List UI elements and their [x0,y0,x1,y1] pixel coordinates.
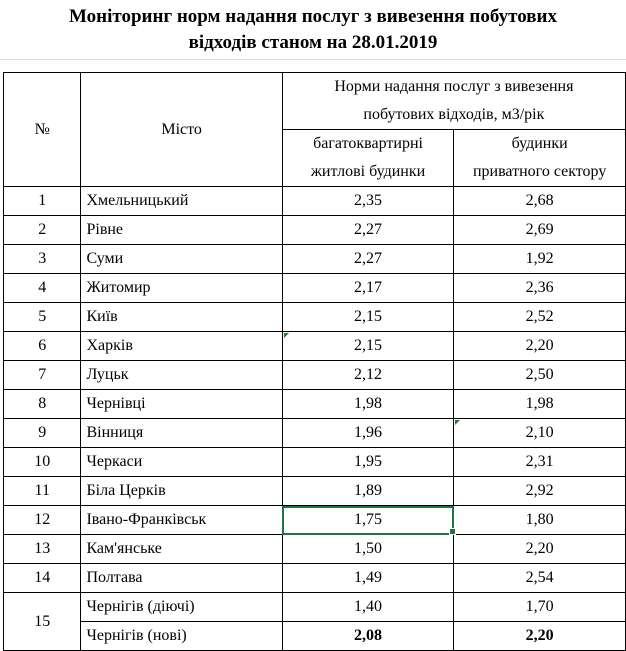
row-value-private[interactable]: 2,68 [454,187,626,216]
row-value-private[interactable]: 2,50 [454,361,626,390]
table-row [4,245,626,274]
header-norms-line2[interactable] [282,101,625,130]
table-row [4,535,626,564]
header-norms-text-1: Норми надання послуг з вивезення [334,78,574,95]
row-city[interactable]: Суми [81,245,282,274]
norms-table [3,72,626,651]
header-city: Місто [161,120,202,138]
row-num[interactable]: 12 [4,506,81,535]
row-city[interactable]: Біла Церків [81,477,282,506]
row-value-private[interactable]: 2,31 [454,448,626,477]
row-num[interactable]: 11 [4,477,81,506]
row-value-private[interactable]: 1,80 [454,506,626,535]
header-col1-line2[interactable] [282,158,454,187]
row-city[interactable]: Житомир [81,274,282,303]
row-value-private[interactable]: 2,54 [454,564,626,593]
row-value-apartments[interactable]: 2,17 [282,274,454,303]
table-row [4,419,626,448]
header-norms-line1[interactable] [282,73,625,102]
row-value-apartments[interactable]: 1,96 [282,419,454,448]
table-row [4,303,626,332]
row-num[interactable]: 2 [4,216,81,245]
header-col1-text-1: багатоквартирні [313,135,423,152]
table-row [4,448,626,477]
header-city-cell[interactable] [81,73,282,187]
row-city[interactable]: Рівне [81,216,282,245]
row-num[interactable]: 8 [4,390,81,419]
table-row [4,622,626,651]
row-city[interactable]: Луцьк [81,361,282,390]
header-col2-line2[interactable] [454,158,626,187]
row-num[interactable]: 3 [4,245,81,274]
sheet-title [0,4,626,56]
header-col1-line1[interactable] [282,130,454,159]
row-value-private[interactable]: 2,20 [454,332,626,361]
header-num-cell[interactable] [4,73,81,187]
row-value-private[interactable]: 2,69 [454,216,626,245]
table-row [4,390,626,419]
row-value-private[interactable]: 2,52 [454,303,626,332]
row-value-private[interactable]: 1,92 [454,245,626,274]
row-value-apartments[interactable]: 1,40 [282,593,454,622]
table-row [4,187,626,216]
row-value-private[interactable]: 1,70 [454,593,626,622]
table-row [4,593,626,622]
row-value-apartments[interactable]: 2,15 [282,332,454,361]
row-value-private[interactable]: 2,92 [454,477,626,506]
row-value-apartments[interactable]: 2,12 [282,361,454,390]
row-num[interactable]: 1 [4,187,81,216]
table-row [4,506,626,535]
row-value-private[interactable]: 2,20 [454,622,626,651]
row-city[interactable]: Чернігів (нові) [81,622,282,651]
row-city[interactable]: Харків [81,332,282,361]
row-city[interactable]: Черкаси [81,448,282,477]
row-num[interactable]: 4 [4,274,81,303]
row-value-apartments[interactable]: 1,49 [282,564,454,593]
row-num[interactable]: 7 [4,361,81,390]
header-col2-text-2: приватного сектору [472,163,607,180]
row-value-private[interactable]: 2,10 [454,419,626,448]
row-value-apartments[interactable]: 1,89 [282,477,454,506]
row-num[interactable]: 10 [4,448,81,477]
selected-cell[interactable]: 1,75 [282,506,454,535]
header-num: № [34,120,50,138]
row-value-apartments[interactable]: 1,98 [282,390,454,419]
row-num[interactable]: 15 [4,593,81,651]
header-norms-text-2: побутових відходів, м3/рік [363,106,545,123]
fill-handle[interactable] [449,528,456,535]
header-col2-line1[interactable] [454,130,626,159]
row-num[interactable]: 14 [4,564,81,593]
row-value-apartments[interactable]: 2,08 [282,622,454,651]
table-row [4,361,626,390]
table-row [4,216,626,245]
table-row [4,477,626,506]
row-city[interactable]: Кам'янське [81,535,282,564]
row-value-private[interactable]: 1,98 [454,390,626,419]
row-value-apartments[interactable]: 1,95 [282,448,454,477]
row-city[interactable]: Полтава [81,564,282,593]
row-city[interactable]: Київ [81,303,282,332]
row-value-apartments[interactable]: 2,27 [282,216,454,245]
row-num[interactable]: 6 [4,332,81,361]
table-row [4,564,626,593]
header-col1-text-2: житлові будинки [310,163,426,180]
row-city[interactable]: Вінниця [81,419,282,448]
row-num[interactable]: 9 [4,419,81,448]
row-value-apartments[interactable]: 2,35 [282,187,454,216]
row-city[interactable]: Івано-Франківськ [81,506,282,535]
title-line-2: відходів станом на 28.01.2019 [188,32,438,53]
row-city[interactable]: Хмельницький [81,187,282,216]
row-num[interactable]: 13 [4,535,81,564]
sheet-gridline [0,59,626,60]
row-value-apartments[interactable]: 2,15 [282,303,454,332]
row-value-private[interactable]: 2,20 [454,535,626,564]
row-value-apartments[interactable]: 1,50 [282,535,454,564]
table-row [4,332,626,361]
row-value-apartments[interactable]: 2,27 [282,245,454,274]
row-num[interactable]: 5 [4,303,81,332]
row-city[interactable]: Чернівці [81,390,282,419]
row-value-private[interactable]: 2,36 [454,274,626,303]
row-city[interactable]: Чернігів (діючі) [81,593,282,622]
header-col2-text-1: будинки [511,135,568,152]
title-line-1: Моніторинг норм надання послуг з вивезення побутових [69,6,557,27]
table-row [4,274,626,303]
